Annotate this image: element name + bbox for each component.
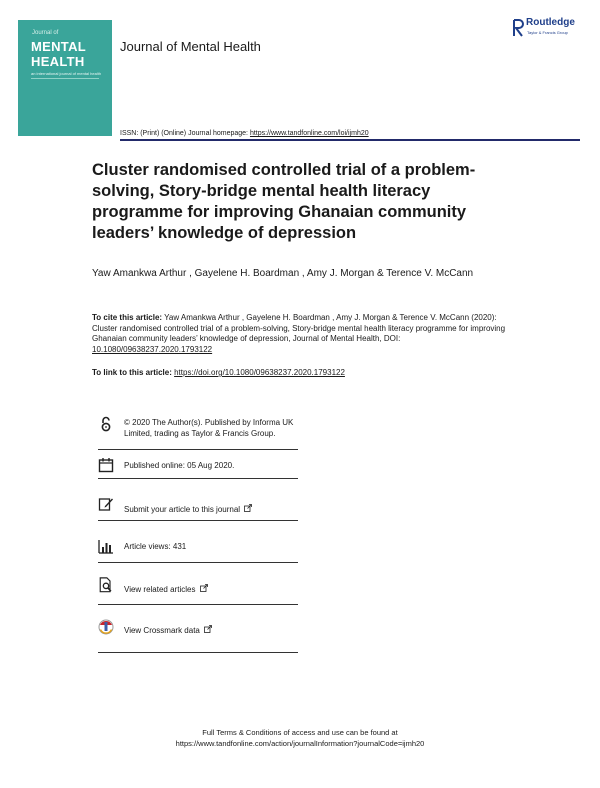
submit-article-link[interactable] (124, 504, 299, 516)
issn-label: ISSN: (Print) (Online) Journal homepage: (120, 130, 248, 137)
header-divider (120, 139, 580, 141)
cover-tagline: an international journal of mental health (31, 71, 102, 76)
cover-title-line1: MENTAL (31, 39, 86, 54)
citation-label: To cite this article: (92, 313, 163, 322)
article-views-row (98, 534, 298, 563)
related-articles-row[interactable] (98, 574, 298, 605)
issn-line (120, 130, 369, 137)
external-link-icon (244, 504, 252, 512)
document-search-icon (98, 577, 114, 593)
calendar-icon (98, 457, 114, 473)
article-doi-url[interactable]: https://doi.org/10.1080/09638237.2020.1793122 (174, 368, 345, 377)
submit-article-text: Submit your article to this journal (124, 505, 241, 514)
crossmark-icon (98, 619, 114, 635)
routledge-logo-icon (512, 18, 524, 38)
journal-title[interactable]: Journal of Mental Health (120, 39, 261, 54)
journal-homepage-link[interactable]: https://www.tandfonline.com/loi/ijmh20 (249, 130, 369, 137)
related-articles-text: View related articles (124, 585, 196, 594)
doi-link[interactable]: 10.1080/09638237.2020.1793122 (92, 344, 213, 354)
footer (0, 727, 600, 749)
article-title: Cluster randomised controlled trial of a problem-solving, Story-bridge mental health literacy programme for improving Ghanaian community leaders’ knowledge of depression (92, 161, 476, 242)
journal-cover (18, 20, 112, 136)
crossmark-text: View Crossmark data (124, 626, 200, 635)
publisher-subtitle: Taylor & Francis Group (527, 30, 568, 35)
submit-row[interactable] (98, 492, 298, 521)
footer-terms-line: Full Terms & Conditions of access and use can be found at (202, 728, 398, 737)
crossmark-link[interactable] (124, 625, 299, 637)
article-link-line (92, 368, 512, 377)
footer-terms-url[interactable]: https://www.tandfonline.com/action/journalInformation?journalCode=ijmh20 (175, 739, 425, 748)
published-date: Published online: 05 Aug 2020. (124, 461, 235, 470)
publisher-name: Routledge (526, 17, 575, 28)
open-access-icon (98, 416, 114, 432)
open-access-row (98, 413, 298, 450)
published-row (98, 452, 298, 479)
edit-icon (98, 496, 114, 512)
cover-stripe (31, 78, 99, 79)
bar-chart-icon (98, 538, 114, 554)
article-link-label: To link to this article: (92, 368, 172, 377)
cover-title-line2: HEALTH (31, 54, 85, 69)
citation-block (92, 313, 512, 355)
cover-small-text: Journal of (32, 30, 59, 36)
citation-text: Yaw Amankwa Arthur , Gayelene H. Boardman , Amy J. Morgan & Terence V. McCann (2020): Cluster randomised controlled trial of a problem-solving, Story-bridge mental health literacy programme for improving Ghanaian community leaders’ knowledge of depression, Journal of Mental Health, DOI: (92, 313, 506, 343)
external-link-icon (200, 584, 208, 592)
article-authors: Yaw Amankwa Arthur , Gayelene H. Boardman , Amy J. Morgan & Terence V. McCann (92, 268, 474, 279)
article-views-count: Article views: 431 (124, 542, 187, 551)
external-link-icon (204, 625, 212, 633)
open-access-text: © 2020 The Author(s). Published by Informa UK Limited, trading as Taylor & Francis Group. (124, 418, 294, 438)
crossmark-row[interactable] (98, 614, 298, 653)
related-articles-link[interactable] (124, 584, 299, 596)
